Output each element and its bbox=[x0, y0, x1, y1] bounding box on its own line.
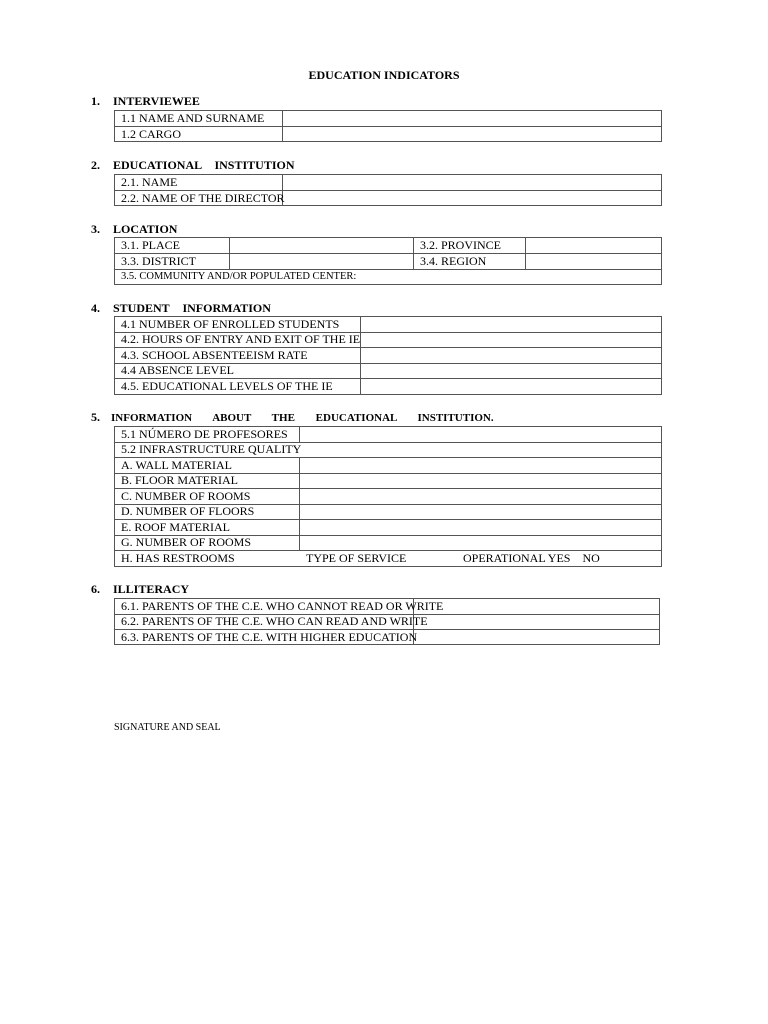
interviewee-table bbox=[114, 110, 662, 142]
operational-label: OPERATIONAL YES NO bbox=[463, 551, 600, 565]
row-label: 4.1 NUMBER OF ENROLLED STUDENTS bbox=[121, 317, 340, 331]
row-label: 2.1. NAME bbox=[121, 175, 178, 189]
signature-and-seal-label: SIGNATURE AND SEAL bbox=[114, 722, 221, 733]
section-number: 4. bbox=[91, 301, 100, 315]
row-label: 4.2. HOURS OF ENTRY AND EXIT OF THE IE bbox=[121, 332, 361, 346]
section-label: INTERVIEWEE bbox=[113, 94, 200, 108]
row-label: 6.3. PARENTS OF THE C.E. WITH HIGHER EDUCATION bbox=[121, 630, 418, 644]
row-label: D. NUMBER OF FLOORS bbox=[121, 504, 255, 518]
row-label: 6.2. PARENTS OF THE C.E. WHO CAN READ AND WRITE bbox=[121, 614, 428, 628]
section-6-heading bbox=[91, 582, 189, 597]
section-number: 6. bbox=[91, 582, 100, 596]
district-label: 3.3. DISTRICT bbox=[121, 254, 196, 268]
row-label: 1.2 CARGO bbox=[121, 127, 182, 141]
row-label: B. FLOOR MATERIAL bbox=[121, 473, 239, 487]
document-title: EDUCATION INDICATORS bbox=[308, 68, 460, 82]
row-label: C. NUMBER OF ROOMS bbox=[121, 489, 251, 503]
section-label: ILLITERACY bbox=[113, 582, 190, 596]
row-label: 4.4 ABSENCE LEVEL bbox=[121, 363, 234, 377]
row-label: 6.1. PARENTS OF THE C.E. WHO CANNOT READ OR WRITE bbox=[121, 599, 444, 613]
type-of-service-label: TYPE OF SERVICE bbox=[306, 551, 407, 565]
row-label: E. ROOF MATERIAL bbox=[121, 520, 231, 534]
section-4-heading bbox=[91, 301, 271, 316]
row-label: 2.2. NAME OF THE DIRECTOR bbox=[121, 191, 285, 205]
row-label: 4.3. SCHOOL ABSENTEEISM RATE bbox=[121, 348, 308, 362]
row-label: H. HAS RESTROOMS bbox=[121, 551, 235, 565]
row-label: A. WALL MATERIAL bbox=[121, 458, 232, 472]
section-number: 5. bbox=[91, 410, 100, 424]
row-label: 5.2 INFRASTRUCTURE QUALITY bbox=[121, 442, 302, 456]
student-information-table bbox=[114, 316, 662, 395]
institution-information-table bbox=[114, 426, 662, 567]
section-5-heading bbox=[91, 410, 494, 425]
institution-table bbox=[114, 174, 662, 206]
row-label: 4.5. EDUCATIONAL LEVELS OF THE IE bbox=[121, 379, 333, 393]
province-label: 3.2. PROVINCE bbox=[420, 238, 502, 252]
illiteracy-table bbox=[114, 598, 660, 645]
row-label: 5.1 NÚMERO DE PROFESORES bbox=[121, 427, 288, 441]
community-label: 3.5. COMMUNITY AND/OR POPULATED CENTER: bbox=[121, 271, 357, 282]
section-label: INFORMATION ABOUT THE EDUCATIONAL INSTITUTION. bbox=[111, 412, 494, 424]
section-2-heading bbox=[91, 158, 295, 173]
section-label: STUDENT INFORMATION bbox=[113, 301, 271, 315]
region-label: 3.4. REGION bbox=[420, 254, 487, 268]
section-3-heading bbox=[91, 222, 177, 237]
location-table bbox=[114, 237, 662, 285]
place-label: 3.1. PLACE bbox=[121, 238, 181, 252]
section-number: 2. bbox=[91, 158, 100, 172]
section-label: LOCATION bbox=[113, 222, 178, 236]
row-label: G. NUMBER OF ROOMS bbox=[121, 535, 252, 549]
row-label: 1.1 NAME AND SURNAME bbox=[121, 111, 265, 125]
section-number: 3. bbox=[91, 222, 100, 236]
section-label: EDUCATIONAL INSTITUTION bbox=[113, 158, 295, 172]
section-number: 1. bbox=[91, 94, 100, 108]
section-1-heading bbox=[91, 94, 200, 109]
